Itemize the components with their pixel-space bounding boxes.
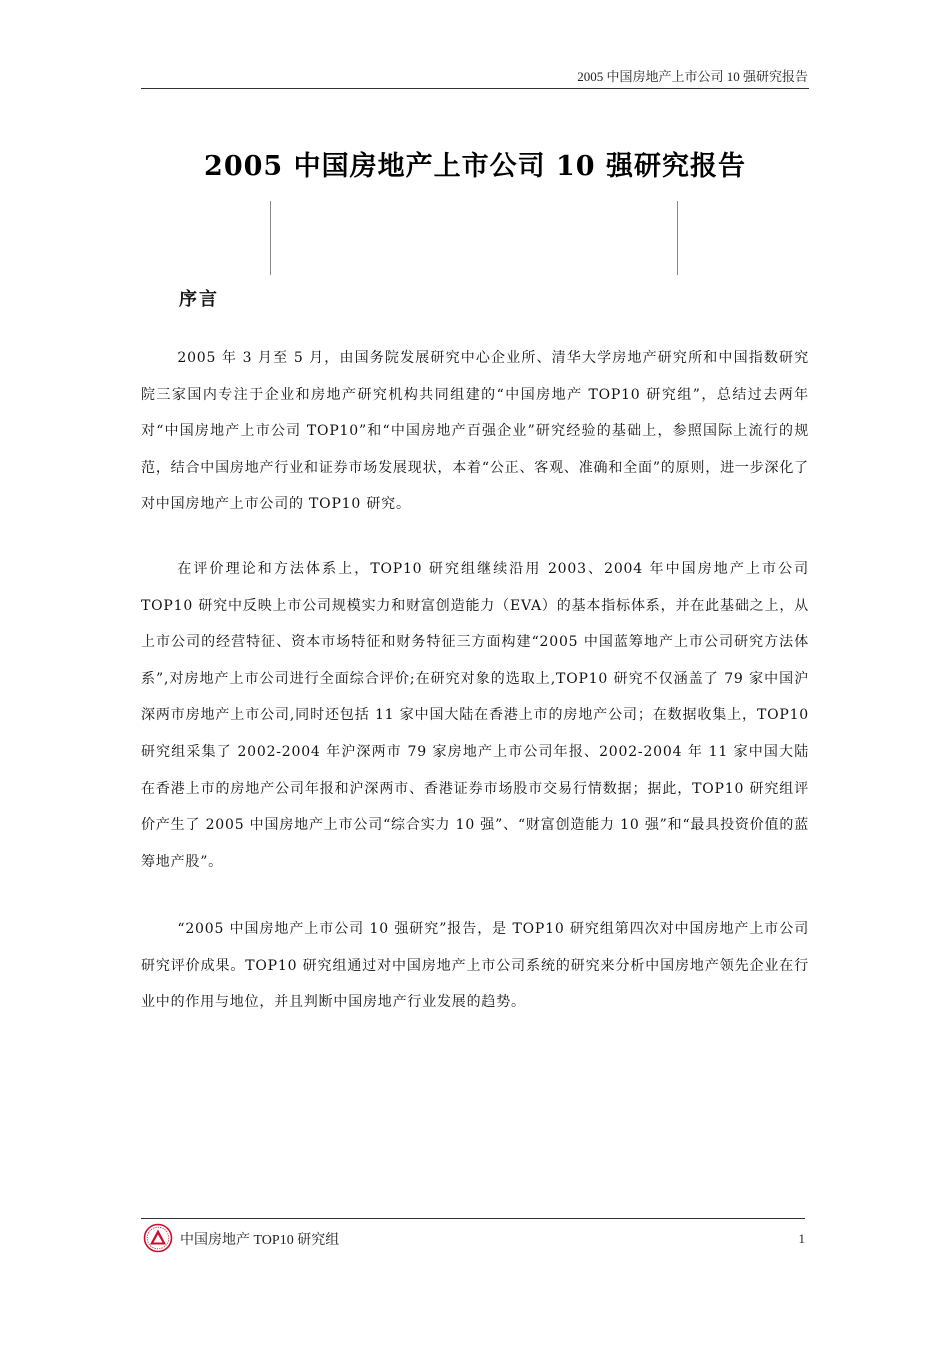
footer-rule — [141, 1218, 805, 1219]
document-title: 2005 中国房地产上市公司 10 强研究报告 — [204, 151, 746, 182]
footer-organization: 中国房地产 TOP10 研究组 — [180, 1233, 340, 1248]
paragraph: 在评价理论和方法体系上，TOP10 研究组继续沿用 2003、2004 年中国房地产上市公司 TOP10 研究中反映上市公司规模实力和财富创造能力（EVA）的基本指标体系，并在此基础之上，从上市公司的经营特征、资本市场特征和财务特征三方面构建“2005 中国蓝筹地产上市公司研究方法体系”,对房地产上市公司进行全面综合评价;在研究对象的选取上,TOP10 研究不仅涵盖了 79 家中国沪深两市房地产上市公司,同时还包括 11 家中国大陆在香港上市的房地产公司；在数据收集上，TOP10 研究组采集了 2002-2004 年沪深两市 79 家房地产上市公司年报、2002-2004 年 11 家中国大陆在香港上市的房地产公司年报和沪深两市、香港证券市场股市交易行情数据；据此，TOP10 研究组评价产生了 2005 中国房地产上市公司“综合实力 10 强”、“财富创造能力 10 强”和“最具投资价值的蓝筹地产股”。 — [141, 561, 809, 870]
section-heading-preface: 序言 — [179, 289, 219, 310]
paragraph: “2005 中国房地产上市公司 10 强研究”报告，是 TOP10 研究组第四次对中国房地产上市公司研究评价成果。TOP10 研究组通过对中国房地产上市公司系统的研究来分析中国房地产领先企业在行业中的作用与地位，并且判断中国房地产行业发展的趋势。 — [141, 921, 809, 1011]
triangle-seal-logo-icon — [143, 1223, 173, 1253]
running-header: 2005 中国房地产上市公司 10 强研究报告 — [577, 69, 808, 84]
header-rule — [141, 88, 809, 89]
left-vertical-rule — [270, 201, 271, 275]
page-number: 1 — [798, 1231, 805, 1246]
paragraph: 2005 年 3 月至 5 月，由国务院发展研究中心企业所、清华大学房地产研究所和中国指数研究院三家国内专注于企业和房地产研究机构共同组建的“中国房地产 TOP10 研究组”，总结过去两年对“中国房地产上市公司 TOP10”和“中国房地产百强企业”研究经验的基础上，参照国际上流行的规范，结合中国房地产行业和证券市场发展现状，本着“公正、客观、准确和全面”的原则，进一步深化了对中国房地产上市公司的 TOP10 研究。 — [141, 350, 809, 513]
right-vertical-rule — [677, 201, 678, 275]
